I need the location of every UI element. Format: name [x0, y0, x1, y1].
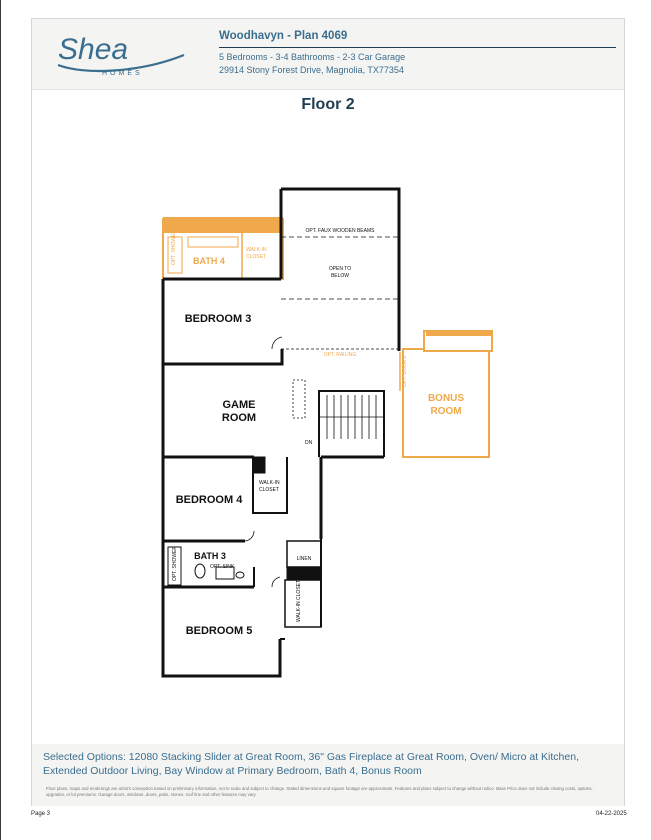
bonus-room-label-2: ROOM: [430, 406, 462, 417]
floor-plan: [32, 19, 624, 719]
game-room-label-1: GAME: [222, 399, 256, 411]
bath4-label: BATH 4: [193, 256, 225, 266]
page-left-edge: [0, 0, 1, 840]
disclaimer-text: Floor plans, maps and renderings are artist's conception based on preliminary information, not to scale and subject to change. Stated dimensions and square footage are approximate. Features and plans subject to change without notice. Base Price does not include closing costs, options, upgrades, or lot premiums. Garage doors, windows, doors, patio, stones, roof line and other features may vary.: [46, 786, 593, 797]
bath3-label: BATH 3: [194, 551, 226, 561]
faux-beams-label: OPT. FAUX WOODEN BEAMS: [305, 228, 375, 234]
bonus-room-option: [400, 331, 492, 457]
b4-closet-label-2: CLOSET: [259, 487, 280, 493]
bath4-option: [163, 217, 283, 279]
game-room-label-2: ROOM: [221, 412, 257, 424]
floor-title: Floor 2: [301, 96, 355, 113]
stairs-dn-label: DN: [305, 440, 313, 446]
plan-sheet: [31, 18, 625, 806]
open-to-below-label-1: OPEN TO: [328, 266, 352, 272]
bedroom3-label: BEDROOM 3: [184, 313, 252, 325]
bath4-closet-label-2: CLOSET: [246, 254, 267, 260]
page-number: Page 3: [31, 811, 51, 817]
bath3-opt-shower: OPT. SHOWER: [172, 545, 178, 581]
bath4-opt-shower: OPT. SHOWER: [171, 229, 177, 265]
room-labels: [172, 228, 375, 637]
logo-sub: HOMES: [102, 70, 143, 77]
open-to-below-label-2: BELOW: [330, 273, 350, 279]
selected-options-text: Selected Options: 12080 Stacking Slider at Great Room, 36" Gas Fireplace at Great Room, Oven/ Micro at Kitchen, Extended Outdoor Living, Bay Window at Primary Bedroom, Bath 4, Bonus Room: [43, 751, 579, 777]
linen-label: LINEN: [296, 556, 312, 562]
bonus-room-label-1: BONUS: [427, 393, 465, 404]
b4-closet-label-1: WALK-IN: [259, 480, 280, 486]
bedroom4-label: BEDROOM 4: [175, 494, 243, 506]
bath4-closet-label-1: WALK-IN: [246, 247, 267, 253]
logo-word: Shea: [58, 33, 129, 66]
plan-title: Woodhavyn - Plan 4069: [219, 30, 348, 42]
print-date: 04-22-2025: [596, 811, 627, 817]
b5-closet-label: WALK-IN CLOSET: [296, 579, 302, 622]
plan-address: 29914 Stony Forest Drive, Magnolia, TX77354: [219, 65, 404, 75]
selected-options-box: [32, 744, 624, 806]
plan-specs: 5 Bedrooms - 3-4 Bathrooms - 2-3 Car Garage: [219, 52, 406, 62]
opt-sink-label: OPT. SINK: [210, 564, 235, 570]
opt-doors-label: OPT. DOORS: [402, 356, 408, 387]
opt-railing-label: OPT. RAILING: [323, 352, 357, 358]
bedroom5-label: BEDROOM 5: [185, 625, 253, 637]
